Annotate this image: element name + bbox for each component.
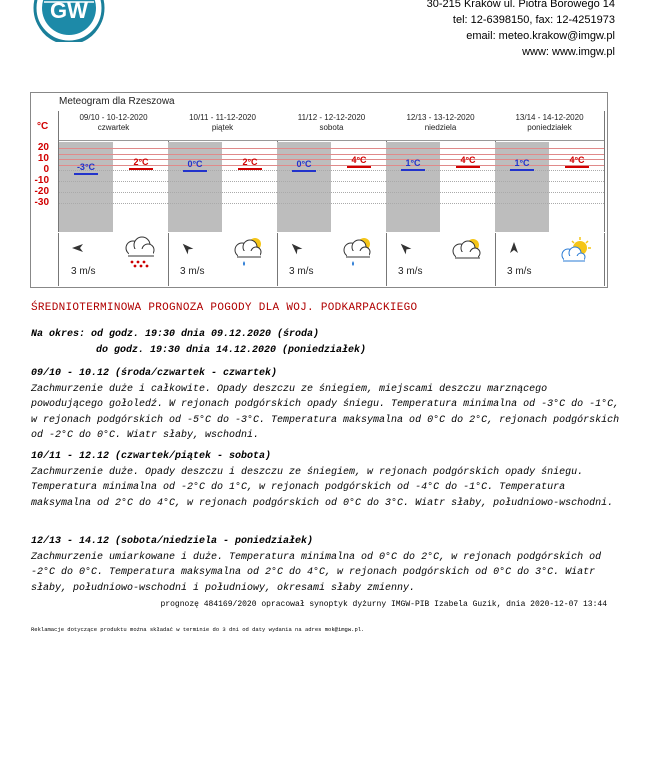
day-weekday: piątek [211,123,234,132]
day-range: 10/11 - 11-12-2020 [189,113,256,122]
day-header [168,111,277,141]
grid-line [59,192,168,193]
min-temp-label: 0°C [296,159,312,169]
meteogram-icon-cell [386,233,496,286]
grid-line [495,203,604,204]
contact-block [427,0,615,60]
grid-line [386,203,495,204]
grid-line [277,148,386,149]
meteogram-icons [58,233,607,286]
forecast-footer: prognozę 484169/2020 opracował synoptyk dyżurny IMGW-PIB Izabela Guzik, dnia 2020-12-07 13:44 [160,600,607,609]
day-range: 12/13 - 13-12-2020 [406,113,475,122]
wind-speed: 3 m/s [180,266,205,277]
section-text: Zachmurzenie duże. Opady deszczu i deszczu ze śniegiem, w rejonach podgórskich opady śniegu. Temperatura minimalna od -2°C do 1°C, w rejonach podgórskich od -4°C do -1°C. Temperatura maksymalna od 2°C do 4°C, w rejonach podgórskich od 0°C do 3°C. Wiatr słaby, południowo-wschodni. [31,466,614,509]
max-temp-label: 4°C [569,154,585,165]
min-temp-label: 0°C [187,159,203,169]
night-band [495,142,549,232]
forecast-period [31,327,366,359]
min-temp-bar [401,169,425,171]
y-axis-label: -30 [34,197,49,208]
wind-arrow-icon [507,241,521,255]
phone: tel: 12-6398150, fax: 12-4251973 [452,14,615,26]
wind-arrow-icon [180,241,194,255]
min-temp-label: -3°C [76,162,96,173]
www-link[interactable]: www: www.imgw.pl [522,46,615,58]
max-temp-label: 2°C [133,156,149,167]
day-band [222,142,277,232]
grid-line [59,154,168,155]
meteogram-icon-cell [277,233,387,286]
day-weekday: czwartek [97,123,130,132]
sun-cloud-icon [555,235,595,269]
min-temp-label: 1°C [405,157,421,168]
wind-speed: 3 m/s [507,266,532,277]
address: 30-215 Kraków ul. Piotra Borowego 14 [426,0,615,10]
grid-line [277,203,386,204]
max-temp-bar [456,166,480,168]
forecast-section [31,534,621,596]
y-axis-label: -10 [34,175,49,186]
forecast-section [31,449,621,511]
day-band [113,142,168,232]
grid-line [386,192,495,193]
day-weekday: niedziela [424,123,457,132]
section-title: 09/10 - 10.12 (środa/czwartek - czwartek) [31,368,278,379]
y-axis-label: -20 [34,186,49,197]
forecast-heading: ŚREDNIOTERMINOWA PROGNOZA POGODY DLA WOJ. PODKARPACKIEGO [31,302,418,314]
grid-line [495,192,604,193]
grid-line [168,203,277,204]
meteogram-day [59,111,169,232]
min-temp-bar [292,170,316,172]
grid-line [59,203,168,204]
day-range: 09/10 - 10-12-2020 [79,113,148,122]
cloud-sun-icon [446,235,486,269]
complaints-note: Reklamacje dotyczące produktu można składać w terminie do 3 dni od daty wydania na adres mok@imgw.pl. [31,626,365,633]
cloud-rain-snow-icon [119,235,159,269]
wind-arrow-icon [398,241,412,255]
section-title: 10/11 - 12.12 (czwartek/piątek - sobota) [31,451,272,462]
night-band [386,142,440,232]
day-header [495,111,604,141]
day-range: 13/14 - 14-12-2020 [515,113,584,122]
min-temp-bar [74,173,98,175]
meteogram-title: Meteogram dla Rzeszowa [59,96,175,107]
min-temp-label: 1°C [514,157,530,168]
grid-line [59,181,168,182]
period-line-1: Na okres: od godz. 19:30 dnia 09.12.2020 (środa) [31,329,320,340]
imgw-logo [28,0,110,42]
day-header [59,111,168,141]
max-temp-label: 4°C [460,154,476,165]
grid-line [59,148,168,149]
day-weekday: poniedziałek [527,123,572,132]
grid-line [168,181,277,182]
period-line-2: do godz. 19:30 dnia 14.12.2020 (poniedziałek) [96,345,367,356]
min-temp-bar [510,169,534,171]
section-text: Zachmurzenie umiarkowane i duże. Temperatura minimalna od 0°C do 2°C, w rejonach podgórskich od -2°C do 0°C. Temperatura maksymalna od 2°C do 4°C, w rejonach podgórskich od 0°C do 3°C. Wiatr słaby, południowo-wschodni i południowy, okresami słaby zmienny. [31,551,602,594]
grid-line [386,148,495,149]
night-band [59,142,113,232]
meteogram-days [58,111,607,232]
grid-line [386,181,495,182]
grid-line [495,148,604,149]
meteogram-day [277,111,387,232]
grid-line [495,181,604,182]
grid-line [277,192,386,193]
max-temp-label: 2°C [242,156,258,167]
grid-line [168,192,277,193]
day-range: 11/12 - 12-12-2020 [297,113,366,122]
day-header [277,111,386,141]
night-band [168,142,222,232]
max-temp-label: 4°C [351,154,367,165]
night-band [277,142,331,232]
section-text: Zachmurzenie duże i całkowite. Opady deszczu ze śniegiem, miejscami deszczu marznącego powodującego gołoledź. W rejonach podgórskich opady śniegu. Temperatura minimalna od -3°C do -1°C, w rejonach podgórskich od -5°C do -3°C. Temperatura maksymalna od 0°C do 2°C, rejonach podgórskich od -2°C do 0°C. Wiatr słaby, wschodni. [31,383,620,441]
meteogram-icon-cell [59,233,169,286]
y-axis-label: 10 [37,153,49,164]
meteogram-icon-cell [168,233,278,286]
cloud-sun-rain-icon [337,235,377,269]
grid-line [168,154,277,155]
meteogram-day [386,111,496,232]
meteogram [30,92,608,288]
min-temp-bar [183,170,207,172]
wind-arrow-icon [71,241,85,255]
forecast-section [31,366,621,444]
day-weekday: sobota [319,123,344,132]
wind-speed: 3 m/s [398,266,423,277]
meteogram-day [495,111,605,232]
wind-arrow-icon [289,241,303,255]
y-axis-label: 20 [37,142,49,153]
grid-line [168,148,277,149]
max-temp-bar [565,166,589,168]
temperature-unit: °C [37,121,49,132]
meteogram-icon-cell [495,233,605,286]
cloud-sun-rain-icon [228,235,268,269]
logo-text: GW [50,0,88,23]
section-title: 12/13 - 14.12 (sobota/niedziela - poniedziałek) [31,536,314,547]
max-temp-bar [347,166,371,168]
max-temp-bar [129,168,153,170]
meteogram-day [168,111,278,232]
y-axis-label: 0 [43,164,49,175]
wind-speed: 3 m/s [71,266,96,277]
max-temp-bar [238,168,262,170]
day-header [386,111,495,141]
wind-speed: 3 m/s [289,266,314,277]
email-link[interactable]: email: meteo.krakow@imgw.pl [466,30,615,42]
grid-line [277,181,386,182]
